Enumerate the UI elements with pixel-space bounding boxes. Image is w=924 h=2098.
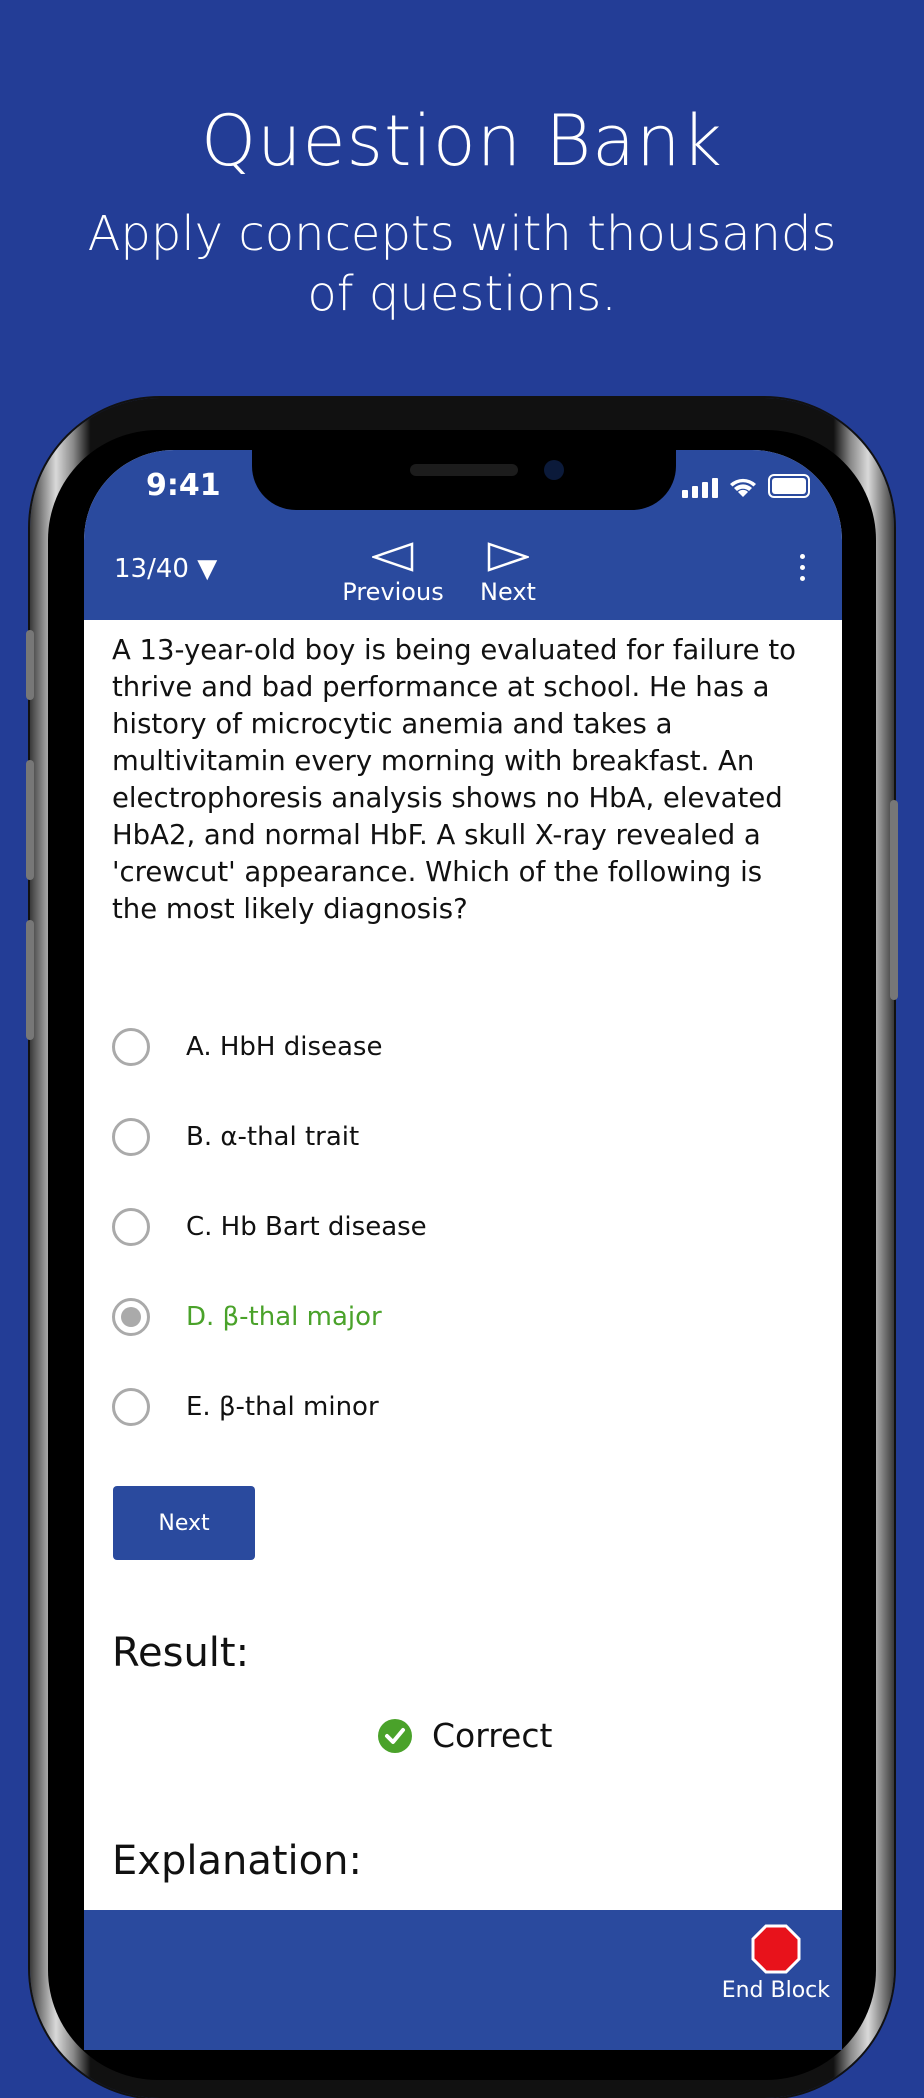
option-c[interactable] bbox=[112, 1197, 712, 1257]
triangle-left-icon bbox=[372, 542, 414, 572]
side-button-left-3 bbox=[26, 920, 34, 1040]
hero-title: Question Bank bbox=[201, 100, 723, 182]
question-text: A 13-year-old boy is being evaluated for failure to thrive and bad performance at school. He has a history of microcytic anemia and takes a multivitamin every morning with breakfast. An electrophoresis analysis shows no HbA, elevated HbA2, and normal HbF. A skull X-ray revealed a 'crewcut' appearance. Which of the following is the most likely diagnosis? bbox=[112, 634, 796, 925]
previous-label: Previous bbox=[342, 578, 444, 606]
end-block-button[interactable] bbox=[722, 1924, 830, 2003]
front-camera bbox=[544, 460, 564, 480]
bottom-toolbar bbox=[84, 1910, 842, 2050]
end-block-label: End Block bbox=[721, 1978, 830, 2003]
radio-button[interactable] bbox=[112, 1118, 150, 1156]
radio-button[interactable] bbox=[112, 1208, 150, 1246]
option-label: C. Hb Bart disease bbox=[186, 1212, 427, 1242]
option-label: B. α-thal trait bbox=[186, 1122, 360, 1152]
option-a[interactable] bbox=[112, 1017, 712, 1077]
option-label: D. β-thal major bbox=[186, 1302, 382, 1332]
triangle-right-icon bbox=[487, 542, 529, 572]
wifi-icon bbox=[728, 476, 758, 498]
status-time: 9:41 bbox=[146, 468, 221, 503]
check-circle-icon bbox=[378, 1719, 412, 1753]
next-nav-button[interactable] bbox=[468, 542, 548, 606]
result-text: Correct bbox=[432, 1716, 553, 1755]
explanation-heading: Explanation: bbox=[112, 1838, 362, 1884]
radio-button[interactable] bbox=[112, 1028, 150, 1066]
next-label: Next bbox=[480, 578, 536, 606]
question-counter-dropdown[interactable]: 13/40 ▼ bbox=[114, 554, 218, 584]
side-button-right bbox=[890, 800, 898, 1000]
phone-screen bbox=[84, 450, 842, 2050]
radio-button-selected[interactable] bbox=[112, 1298, 150, 1336]
hero-subtitle: Apply concepts with thousands of questions. bbox=[87, 206, 837, 322]
radio-button[interactable] bbox=[112, 1388, 150, 1426]
battery-icon bbox=[768, 474, 810, 498]
option-d[interactable] bbox=[112, 1287, 712, 1347]
app-header bbox=[84, 450, 842, 620]
side-button-left-1 bbox=[26, 630, 34, 700]
more-vertical-icon[interactable] bbox=[800, 554, 806, 587]
notch bbox=[252, 450, 676, 510]
status-icons bbox=[682, 474, 810, 498]
result-heading: Result: bbox=[112, 1630, 250, 1676]
signal-icon bbox=[682, 478, 718, 498]
option-b[interactable] bbox=[112, 1107, 712, 1167]
option-label: A. HbH disease bbox=[186, 1032, 383, 1062]
side-button-left-2 bbox=[26, 760, 34, 880]
stop-sign-icon bbox=[751, 1924, 801, 1974]
result-status bbox=[378, 1716, 552, 1755]
option-label: E. β-thal minor bbox=[186, 1392, 379, 1422]
option-e[interactable] bbox=[112, 1377, 712, 1437]
next-button[interactable]: Next bbox=[113, 1486, 255, 1560]
speaker-grille bbox=[410, 464, 518, 476]
previous-button[interactable] bbox=[338, 542, 448, 606]
